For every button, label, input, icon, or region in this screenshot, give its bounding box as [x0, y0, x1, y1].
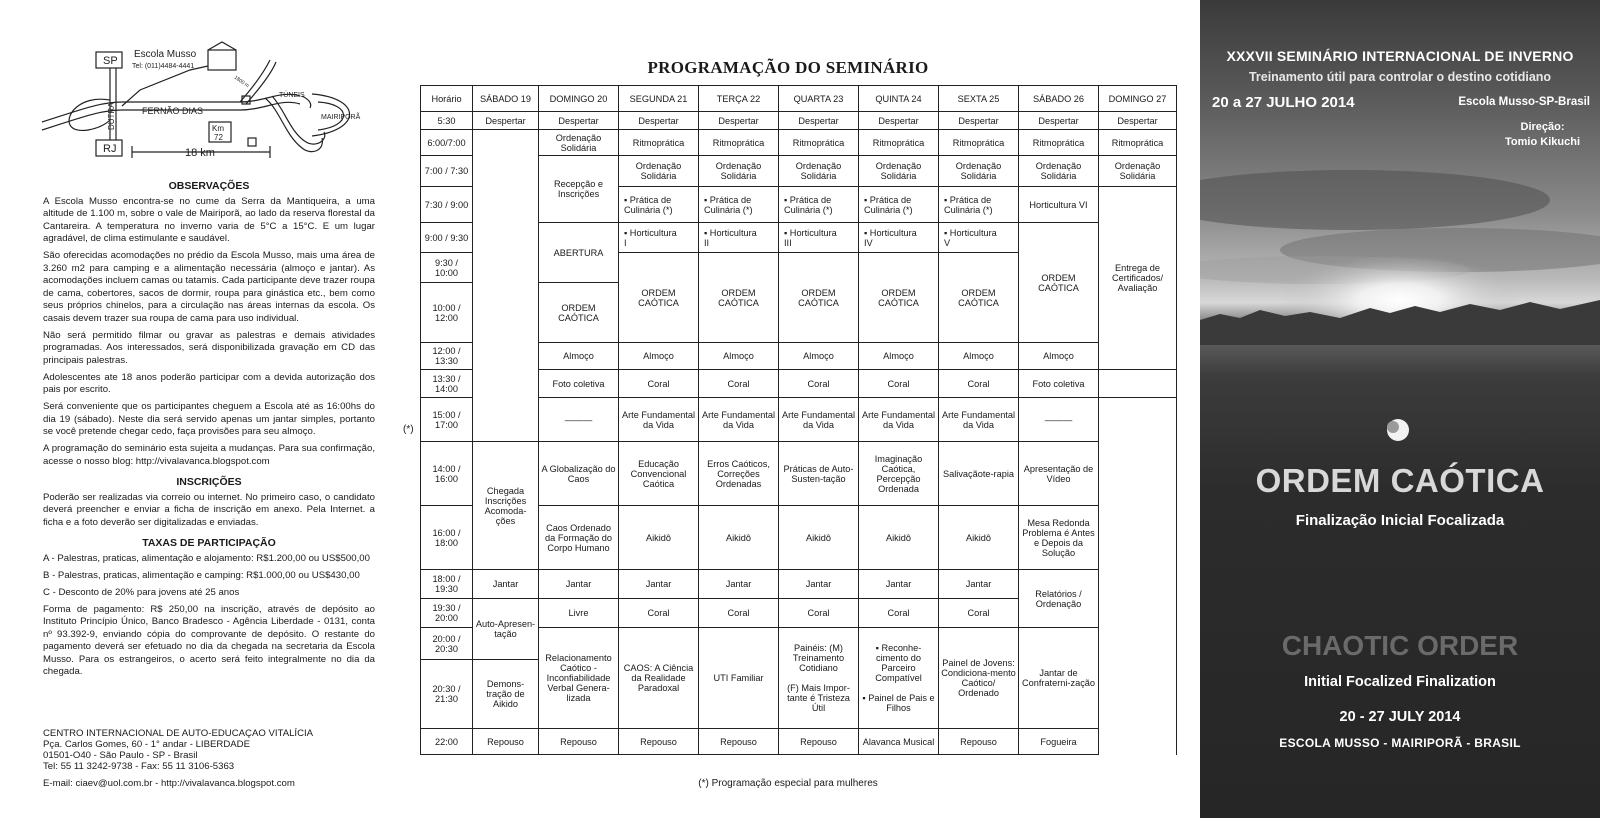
horti-label: ▪ Horticultura: [704, 227, 757, 238]
schedule-table: [420, 85, 1177, 755]
activity-cell: Ordenação Solidária: [859, 156, 939, 187]
activity-cell: Almoço: [859, 343, 939, 370]
contact-block: [43, 728, 375, 789]
map-sp-label: SP: [103, 55, 118, 67]
activity-cell: Repouso: [473, 729, 539, 755]
subtitle-en: Initial Focalized Finalization: [1304, 674, 1496, 690]
map-drawing: [40, 40, 376, 170]
time-cell: 9:30 / 10:00: [421, 253, 473, 283]
activity-cell: Apresentação de Vídeo: [1019, 442, 1099, 506]
activity-cell: Jantar: [859, 570, 939, 599]
activity-cell: Ritmoprática: [699, 130, 779, 156]
activity-cell: Demons-tração de Aikido: [473, 660, 539, 729]
activity-cell: Almoço: [1019, 343, 1099, 370]
activity-cell: Ordenação Solidária: [539, 130, 619, 156]
activity-cell: Ordenação Solidária: [1019, 156, 1099, 187]
director-name: Tomio Kikuchi: [1505, 136, 1580, 148]
activity-cell: Ordenação Solidária: [779, 156, 859, 187]
time-cell: 16:00 / 18:00: [421, 506, 473, 570]
activity-cell: Arte Fundamental da Vida: [619, 398, 699, 442]
activity-cell: CAOS: A Ciência da Realidade Paradoxal: [619, 628, 699, 729]
taxa-c: C - Desconto de 20% para jovens até 25 anos: [43, 586, 240, 598]
cover-panel: [1200, 0, 1600, 818]
activity-cell: Foto coletiva: [539, 370, 619, 398]
activity-cell: Arte Fundamental da Vida: [699, 398, 779, 442]
dates-en: 20 - 27 JULY 2014: [1339, 709, 1461, 725]
activity-cell: Aikidô: [779, 506, 859, 570]
activity-cell: Ritmoprática: [1099, 130, 1177, 156]
activity-cell: Aikidô: [699, 506, 779, 570]
activity-cell: Jantar: [939, 570, 1019, 599]
map-phone: Tel: (011)4484-4441: [132, 63, 195, 70]
header-day: DOMINGO 27: [1099, 86, 1177, 112]
activity-cell: [1099, 398, 1177, 755]
dates-pt: 20 a 27 JULHO 2014: [1212, 94, 1355, 111]
activity-cell: Arte Fundamental da Vida: [939, 398, 1019, 442]
activity-cell: [619, 223, 699, 253]
title-en: CHAOTIC ORDER: [1281, 630, 1519, 661]
painel-pais: ▪ Painel de Pais e Filhos: [862, 693, 935, 713]
activity-cell: ▪ Prática de Culinária (*): [859, 187, 939, 223]
activity-cell: [859, 223, 939, 253]
activity-cell: Coral: [939, 599, 1019, 628]
activity-cell: ORDEM CAÓTICA: [1019, 223, 1099, 343]
cover-text: [1200, 0, 1600, 818]
activity-cell: Aikidô: [619, 506, 699, 570]
activity-cell: Imaginação Caótica, Percepção Ordenada: [859, 442, 939, 506]
activity-cell: Caos Ordenado da Formação do Corpo Humano: [539, 506, 619, 570]
activity-cell: Coral: [939, 370, 1019, 398]
activity-cell: ORDEM CAÓTICA: [619, 253, 699, 343]
header-day: QUARTA 23: [779, 86, 859, 112]
map-fernao-label: FERNÃO DIAS: [142, 106, 204, 116]
activity-cell: Erros Caóticos, Correções Ordenadas: [699, 442, 779, 506]
time-cell: 9:00 / 9:30: [421, 223, 473, 253]
activity-cell: ———: [539, 398, 619, 442]
activity-cell: Almoço: [939, 343, 1019, 370]
contact-addr1: Pça. Carlos Gomes, 60 - 1° andar - LIBERDADE: [43, 739, 250, 750]
activity-cell: Despertar: [1099, 112, 1177, 130]
time-cell: 5:30: [421, 112, 473, 130]
time-cell: 20:30 / 21:30: [421, 660, 473, 729]
activity-cell: Jantar: [699, 570, 779, 599]
header-day: QUINTA 24: [859, 86, 939, 112]
activity-cell: Livre: [539, 599, 619, 628]
activity-cell: Entrega de Certificados/ Avaliação: [1099, 187, 1177, 370]
pagamento-text: Forma de pagamento: R$ 250,00 na inscrição, através de depósito ao Instituto Princípio Único, Banco Bradesco - Agência Liberdade - 0131, conta nº 93.392-9, enviando cópia do comprovante de depósito. O restante do pagamento deverá ser efetuado no dia da chegada na secretaria da Escola Musso. Para os estrangeiros, o acerto será feito integralmente no dia da chegada.: [43, 603, 375, 677]
horti-label: ▪ Horticultura: [944, 227, 997, 238]
activity-cell: Despertar: [859, 112, 939, 130]
header-day: TERÇA 22: [699, 86, 779, 112]
activity-cell: Ritmoprática: [939, 130, 1019, 156]
obs-paragraph: Será conveniente que os participantes cheguem a Escola até as 16:00hs do dia 19 (sábado). Neste dia será servido apenas um jantar simples, portanto se você pretende chegar cedo, faça provisões para seu almoço.: [43, 401, 375, 437]
activity-cell: Almoço: [619, 343, 699, 370]
horti-number: IV: [864, 237, 873, 248]
direction-label: Direção:: [1520, 121, 1565, 133]
activity-cell: ORDEM CAÓTICA: [939, 253, 1019, 343]
time-cell: 7:00 / 7:30: [421, 156, 473, 187]
activity-cell: Práticas de Auto-Susten-tação: [779, 442, 859, 506]
activity-cell: Despertar: [473, 112, 539, 130]
obs-paragraph: São oferecidas acomodações no prédio da Escola Musso, mais uma área de 3.260 m2 para camping e a alimentação necessária (almoço e jantar). As acomodações incluem camas ou tatamis. Cada participante deve trazer roupa de cama, cobertores, sacos de dormir, roupa para ginástica etc., bem como seus próprios chinelos, para a circulação nas áreas internas da escola. Os casais devem trazer sua roupa de cama para uso individual.: [43, 250, 375, 324]
activity-cell: [859, 628, 939, 729]
horti-number: II: [704, 237, 710, 248]
activity-cell: ABERTURA: [539, 223, 619, 283]
header-day: SÁBADO 26: [1019, 86, 1099, 112]
header-day: SEXTA 25: [939, 86, 1019, 112]
activity-cell: Arte Fundamental da Vida: [859, 398, 939, 442]
activity-cell: Alavanca Musical: [859, 729, 939, 755]
school-location: Escola Musso-SP-Brasil: [1458, 96, 1590, 108]
direction-block: [1505, 120, 1580, 150]
taxas-title: TAXAS DE PARTICIPAÇÃO: [142, 537, 276, 549]
activity-cell: ORDEM CAÓTICA: [699, 253, 779, 343]
subtitle-pt: Finalização Inicial Focalizada: [1295, 512, 1505, 529]
activity-cell: ———: [1019, 398, 1099, 442]
activity-cell: Despertar: [619, 112, 699, 130]
reconhecimento: ▪ Reconhe-cimento do Parceiro Compatível: [875, 643, 922, 683]
time-cell: 18:00 / 19:30: [421, 570, 473, 599]
activity-cell: Jantar: [619, 570, 699, 599]
seminar-edition: XXXVII SEMINÁRIO INTERNACIONAL DE INVERNO: [1226, 48, 1574, 64]
activity-cell: Ordenação Solidária: [939, 156, 1019, 187]
paineis-m: Painéis: (M) Treinamento Cotidiano: [792, 643, 845, 673]
activity-cell: Repouso: [699, 729, 779, 755]
activity-cell: Repouso: [539, 729, 619, 755]
map-dutra-label: DUTRA: [107, 102, 116, 130]
header-horario: Horário: [421, 86, 473, 112]
obs-paragraph: A programação do seminário esta sujeita a mudanças. Para sua confirmação, acesse o nosso blog: http://vivalavanca.blogspot.com: [43, 443, 375, 467]
activity-cell: ▪ Prática de Culinária (*): [779, 187, 859, 223]
activity-cell: Coral: [859, 599, 939, 628]
activity-cell: [939, 223, 1019, 253]
horti-number: I: [624, 237, 627, 248]
activity-cell: ▪ Prática de Culinária (*): [619, 187, 699, 223]
activity-cell: Almoço: [539, 343, 619, 370]
header-day: SEGUNDA 21: [619, 86, 699, 112]
activity-cell: Arte Fundamental da Vida: [779, 398, 859, 442]
activity-cell: Mesa Redonda Problema é Antes e Depois da Solução: [1019, 506, 1099, 570]
time-cell: 15:00 / 17:00: [421, 398, 473, 442]
map-school-name: Escola Musso: [134, 49, 197, 60]
activity-cell: Relacionamento Caótico - Inconfiabilidade Verbal Genera-lizada: [539, 628, 619, 729]
obs-paragraph: Não será permitido filmar ou gravar as palestras e demais atividades programadas. Aos interessados, será disponibilizada gravação em CD das principais palestras.: [43, 329, 375, 366]
activity-cell: ORDEM CAÓTICA: [539, 283, 619, 343]
taxa-b: B - Palestras, praticas, alimentação e camping: R$1.000,00 ou US$430,00: [43, 569, 360, 581]
activity-cell: Aikidô: [859, 506, 939, 570]
map-tuneis-label: TÚNEIS: [279, 92, 305, 99]
activity-cell: Despertar: [539, 112, 619, 130]
schedule-title: PROGRAMAÇÃO DO SEMINÁRIO: [647, 58, 929, 77]
women-program-mark: (*): [403, 424, 414, 435]
activity-cell: Coral: [859, 370, 939, 398]
obs-paragraph: Adolescentes ate 18 anos poderão participar com a devida autorização dos pais por escrito.: [43, 371, 375, 395]
time-cell: 12:00 / 13:30: [421, 343, 473, 370]
activity-cell: [699, 223, 779, 253]
activity-cell: [779, 628, 859, 729]
title-pt: ORDEM CAÓTICA: [1255, 462, 1545, 499]
location-map: [40, 40, 376, 170]
activity-cell: Ritmoprática: [619, 130, 699, 156]
activity-cell: ▪ Prática de Culinária (*): [939, 187, 1019, 223]
activity-cell: Aikidô: [939, 506, 1019, 570]
activity-cell: Coral: [619, 370, 699, 398]
activity-cell: Salivaçãote-rapia: [939, 442, 1019, 506]
contact-addr2: 01501-O40 - São Paulo - SP - Brasil: [43, 750, 198, 761]
time-cell: 7:30 / 9:00: [421, 187, 473, 223]
activity-cell: Relatórios / Ordenação: [1019, 570, 1099, 628]
activity-cell: Almoço: [699, 343, 779, 370]
activity-cell: Recepção e Inscrições: [539, 156, 619, 223]
activity-cell: Coral: [699, 370, 779, 398]
info-text: [43, 180, 375, 683]
activity-cell: [473, 130, 539, 442]
time-cell: 13:30 / 14:00: [421, 370, 473, 398]
activity-cell: Ritmoprática: [1019, 130, 1099, 156]
activity-cell: Ordenação Solidária: [619, 156, 699, 187]
activity-cell: Repouso: [939, 729, 1019, 755]
activity-cell: A Globalização do Caos: [539, 442, 619, 506]
schedule-footnote: (*) Programação especial para mulheres: [698, 778, 878, 789]
activity-cell: UTI Familiar: [699, 628, 779, 729]
activity-cell: ORDEM CAÓTICA: [859, 253, 939, 343]
schedule-panel: [393, 54, 1181, 814]
activity-cell: Coral: [779, 370, 859, 398]
activity-cell: Painel de Jovens: Condiciona-mento Caótico/ Ordenado: [939, 628, 1019, 729]
map-exit-label: 1800 m: [232, 74, 250, 90]
activity-cell: Ordenação Solidária: [699, 156, 779, 187]
taxa-a: A - Palestras, praticas, alimentação e alojamento: R$1.200,00 ou US$500,00: [43, 552, 370, 564]
horti-number: III: [784, 237, 792, 248]
activity-cell: Fogueira: [1019, 729, 1099, 755]
contact-email: E-mail: ciaev@uol.com.br - http://vivalavanca.blogspot.com: [43, 778, 295, 789]
activity-cell: Educação Convencional Caótica: [619, 442, 699, 506]
activity-cell: Almoço: [779, 343, 859, 370]
time-cell: 14:00 / 16:00: [421, 442, 473, 506]
activity-cell: Auto-Apresen-tação: [473, 599, 539, 660]
activity-cell: Despertar: [699, 112, 779, 130]
seminar-tagline: Treinamento útil para controlar o destino cotidiano: [1248, 70, 1552, 84]
activity-cell: Coral: [699, 599, 779, 628]
activity-cell: Jantar: [539, 570, 619, 599]
time-cell: 10:00 / 12:00: [421, 283, 473, 343]
observacoes-title: OBSERVAÇÕES: [168, 180, 250, 192]
horti-label: ▪ Horticultura: [864, 227, 917, 238]
time-cell: 20:00 / 20:30: [421, 628, 473, 660]
map-mairipora-label: MAIRIPORÃ: [321, 114, 361, 121]
contact-tel: Tel: 55 11 3242-9738 - Fax: 55 11 3106-5363: [43, 761, 235, 772]
activity-cell: Ritmoprática: [779, 130, 859, 156]
activity-cell: Foto coletiva: [1019, 370, 1099, 398]
horti-label: ▪ Horticultura: [624, 227, 677, 238]
activity-cell: Jantar de Confraterni-zação: [1019, 628, 1099, 729]
time-cell: 6:00/7:00: [421, 130, 473, 156]
activity-cell: Chegada Inscrições Acomoda-ções: [473, 442, 539, 570]
activity-cell: Repouso: [619, 729, 699, 755]
header-day: DOMINGO 20: [539, 86, 619, 112]
horti-label: ▪ Horticultura: [784, 227, 837, 238]
map-distance: 18 km: [185, 147, 215, 159]
activity-cell: Ritmoprática: [859, 130, 939, 156]
paineis-f: (F) Mais Impor-tante é Tristeza Útil: [787, 683, 850, 713]
activity-cell: Jantar: [473, 570, 539, 599]
header-day: SÁBADO 19: [473, 86, 539, 112]
activity-cell: Ordenação Solidária: [1099, 156, 1177, 187]
activity-cell: ▪ Prática de Culinária (*): [699, 187, 779, 223]
contact-org: CENTRO INTERNACIONAL DE AUTO-EDUCAÇAO VITALÍCIA: [43, 728, 314, 739]
map-km-number: 72: [214, 133, 223, 142]
inscricoes-title: INSCRIÇÕES: [176, 476, 242, 488]
activity-cell: Coral: [619, 599, 699, 628]
horti-number: V: [944, 237, 951, 248]
activity-cell: ORDEM CAÓTICA: [779, 253, 859, 343]
info-panel: [40, 40, 376, 800]
time-cell: 22:00: [421, 729, 473, 755]
activity-cell: Coral: [779, 599, 859, 628]
activity-cell: Despertar: [939, 112, 1019, 130]
activity-cell: Despertar: [779, 112, 859, 130]
map-rj-label: RJ: [103, 143, 117, 155]
time-cell: 19:30 / 20:00: [421, 599, 473, 628]
activity-cell: Despertar: [1019, 112, 1099, 130]
activity-cell: Horticultura VI: [1019, 187, 1099, 223]
activity-cell: Jantar: [779, 570, 859, 599]
activity-cell: [779, 223, 859, 253]
activity-cell: Repouso: [779, 729, 859, 755]
inscricoes-text: Poderão ser realizadas via correio ou internet. No primeiro caso, o candidato deverá preencher e enviar a ficha de inscrição em anexo. Pela Internet. a ficha e a foto deverão ser digitalizadas e enviadas.: [43, 491, 375, 528]
obs-paragraph: A Escola Musso encontra-se no cume da Serra da Mantiqueira, a uma altitude de 1.100 m, sobre o vale de Mairiporã, ao lado da reserva florestal da Cantareira. A temperatura no inverno varia de 5°C a 15°C. E um lugar agradável, de clima estimulante e saudável.: [43, 195, 375, 244]
map-km-label: Km: [212, 124, 224, 133]
location-en: ESCOLA MUSSO - MAIRIPORÃ - BRASIL: [1279, 736, 1521, 750]
